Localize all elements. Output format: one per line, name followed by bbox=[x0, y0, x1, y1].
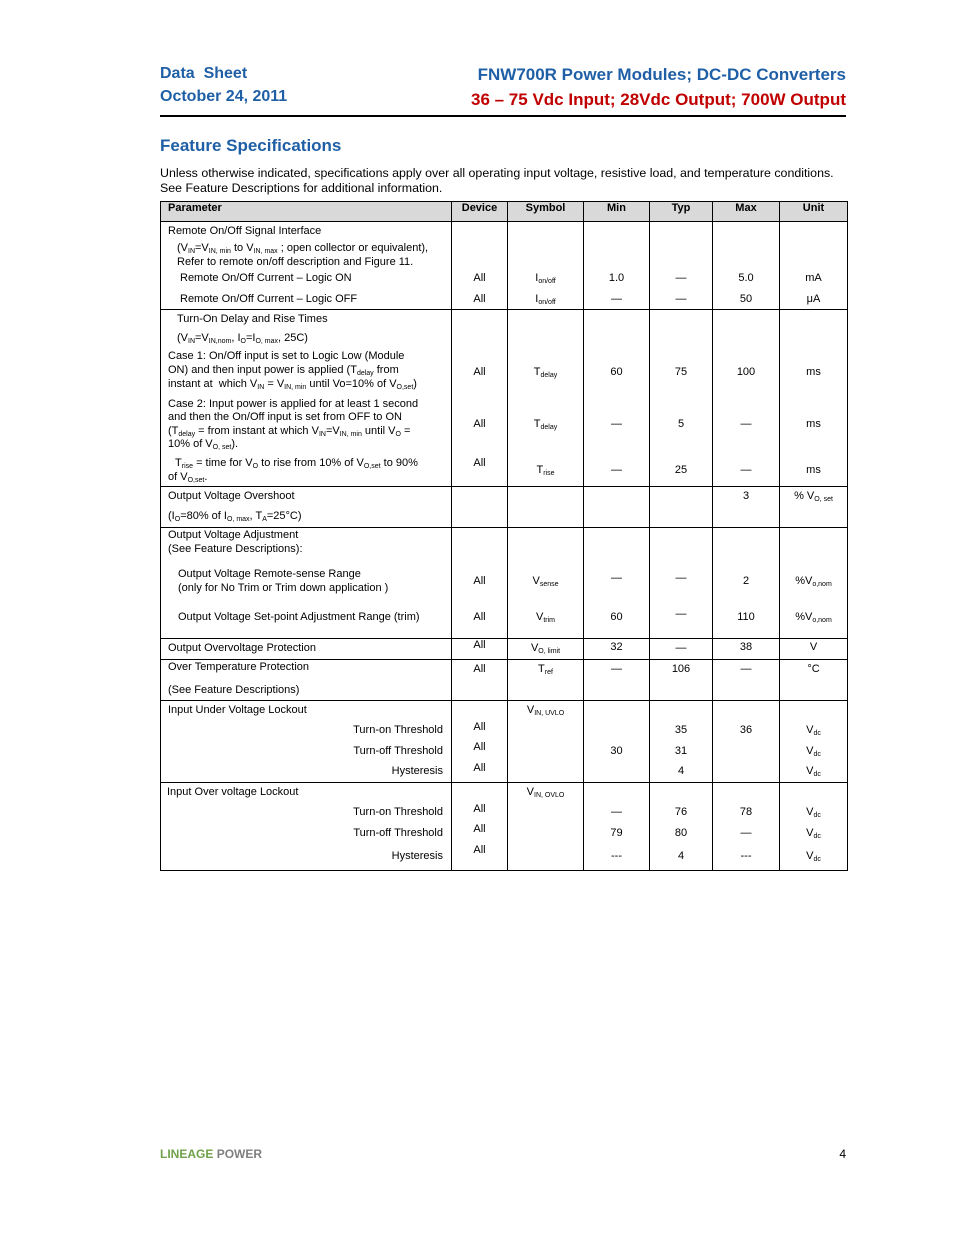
rise-text: $T_{rise}$ = time for $V_O$ to rise from 10% of $V_{O,set}$ to 90% bbox=[175, 457, 418, 470]
case-1-text: Case 1: On/Off input is set to Logic Low (Module bbox=[168, 350, 405, 362]
footer-brand-logo bbox=[160, 1147, 262, 1161]
typ-cell bbox=[650, 528, 713, 639]
device-value: All bbox=[473, 823, 486, 835]
unit-value: $\%V_{o,nom}$ bbox=[795, 575, 832, 588]
unit-value: $V_{dc}$ bbox=[806, 806, 821, 819]
case-1-text: ON) and then input power is applied ($T_{delay}$ from bbox=[168, 364, 399, 377]
unit-value: ms bbox=[806, 418, 821, 430]
min-value: 1.0 bbox=[608, 272, 625, 284]
unit-value: $V_{dc}$ bbox=[806, 765, 821, 778]
unit-value: ms bbox=[806, 464, 821, 476]
header-right bbox=[471, 62, 846, 112]
col-header-min: Min bbox=[584, 202, 650, 222]
min-value: — bbox=[611, 464, 622, 476]
col-header-max: Max bbox=[713, 202, 780, 222]
symbol-value: $T_{delay}$ bbox=[533, 366, 558, 379]
case-2-text: ($T_{delay}$ = from instant at which $V_{IN}=V_{IN, min}$ until $V_O$ = bbox=[168, 425, 411, 438]
unit-cell bbox=[780, 487, 848, 528]
min-value: 30 bbox=[610, 745, 623, 757]
param-condition-line2: Refer to remote on/off description and Figure 11. bbox=[177, 256, 414, 268]
typ-value: 5 bbox=[677, 418, 685, 430]
param-note: (See Feature Descriptions): bbox=[168, 543, 303, 555]
max-value: — bbox=[740, 464, 752, 476]
unit-value: $V_{dc}$ bbox=[806, 827, 821, 840]
device-cell bbox=[452, 701, 508, 783]
symbol-value: $T_{delay}$ bbox=[533, 418, 558, 431]
typ-value: — bbox=[675, 608, 687, 620]
unit-cell bbox=[780, 222, 848, 310]
min-value: 60 bbox=[610, 611, 623, 623]
table-row bbox=[161, 310, 848, 487]
unit-cell bbox=[780, 701, 848, 783]
unit-value: mA bbox=[805, 272, 822, 284]
device-cell bbox=[452, 783, 508, 871]
param-cell bbox=[161, 528, 452, 639]
table-row bbox=[161, 783, 848, 871]
param-condition: ($I_O=80\%$ of $I_{O, max}$, $T_A=25^\circ C$) bbox=[168, 510, 302, 523]
section-title: Feature Specifications bbox=[160, 136, 342, 155]
param-label: Hysteresis bbox=[391, 850, 443, 862]
col-header-device: Device bbox=[452, 202, 508, 222]
param-title: Input Over voltage Lockout bbox=[167, 786, 299, 798]
symbol-cell bbox=[508, 639, 584, 660]
typ-value: 4 bbox=[677, 765, 685, 777]
param-condition: ($V_{IN}=V_{IN, min}$ to $V_{IN, max}$ ; open collector or equivalent), bbox=[177, 242, 429, 255]
typ-value: 80 bbox=[674, 827, 688, 839]
max-value: 5.0 bbox=[738, 272, 754, 284]
max-cell bbox=[713, 701, 780, 783]
param-label: Remote On/Off Current – Logic OFF bbox=[180, 293, 358, 305]
max-cell bbox=[713, 310, 780, 487]
symbol-value: $I_{on/off}$ bbox=[535, 272, 556, 285]
param-cell bbox=[161, 639, 452, 660]
rise-text: of $V_{O,set}$. bbox=[168, 471, 208, 484]
table-row bbox=[161, 528, 848, 639]
min-cell bbox=[584, 487, 650, 528]
case-1-text: instant at which $V_{IN} = V_{IN, min}$ until Vo=10% of $V_{O,set}$) bbox=[168, 378, 417, 391]
typ-value: 25 bbox=[674, 464, 688, 476]
param-cell bbox=[161, 222, 452, 310]
param-label: Output Voltage Set-point Adjustment Range (trim) bbox=[178, 611, 420, 623]
device-value: All bbox=[473, 741, 486, 753]
param-title: Input Under Voltage Lockout bbox=[168, 704, 307, 716]
min-cell bbox=[584, 660, 650, 701]
min-value: 79 bbox=[610, 827, 623, 839]
param-title: Output Voltage Overshoot bbox=[168, 490, 295, 502]
typ-value: 75 bbox=[674, 366, 688, 378]
intro-paragraph: Unless otherwise indicated, specifications apply over all operating input voltage, resistive load, and temperature conditions. See Feature Descriptions for additional information. bbox=[160, 166, 834, 195]
device-value: All bbox=[473, 611, 486, 623]
table-row bbox=[161, 222, 848, 310]
symbol-cell bbox=[508, 222, 584, 310]
min-value: — bbox=[611, 663, 622, 675]
param-label: Turn-on Threshold bbox=[353, 724, 443, 736]
typ-cell bbox=[650, 487, 713, 528]
symbol-value: $V_{IN, UVLO}$ bbox=[526, 704, 565, 717]
param-label: Turn-off Threshold bbox=[353, 827, 443, 839]
device-cell bbox=[452, 487, 508, 528]
device-value: All bbox=[473, 457, 486, 469]
table-row bbox=[161, 701, 848, 783]
typ-value: 35 bbox=[674, 724, 688, 736]
min-cell bbox=[584, 528, 650, 639]
symbol-cell bbox=[508, 487, 584, 528]
param-cell bbox=[161, 701, 452, 783]
doc-subtitle: 36 – 75 Vdc Input; 28Vdc Output; 700W Output bbox=[471, 90, 846, 109]
min-value: 32 bbox=[610, 641, 623, 653]
symbol-value: $T_{rise}$ bbox=[536, 464, 555, 477]
param-title: Turn-On Delay and Rise Times bbox=[177, 313, 328, 325]
param-title: Remote On/Off Signal Interface bbox=[168, 225, 322, 237]
typ-value: 106 bbox=[671, 663, 691, 675]
symbol-cell bbox=[508, 528, 584, 639]
device-cell bbox=[452, 310, 508, 487]
symbol-value: $V_{trim}$ bbox=[535, 611, 555, 624]
unit-value: $V_{dc}$ bbox=[806, 745, 821, 758]
symbol-cell bbox=[508, 701, 584, 783]
min-cell bbox=[584, 222, 650, 310]
max-value: 110 bbox=[737, 611, 755, 623]
max-value: 2 bbox=[742, 575, 750, 587]
device-cell bbox=[452, 639, 508, 660]
symbol-cell bbox=[508, 310, 584, 487]
unit-value: $V_{dc}$ bbox=[806, 850, 821, 863]
device-value: All bbox=[473, 721, 486, 733]
typ-value: 76 bbox=[674, 806, 688, 818]
param-cell bbox=[161, 783, 452, 871]
typ-cell bbox=[650, 222, 713, 310]
device-cell bbox=[452, 660, 508, 701]
typ-cell bbox=[650, 701, 713, 783]
param-condition: ($V_{IN}=V_{IN,nom}$, $I_O=I_{O, max}$, 25C) bbox=[177, 332, 308, 345]
param-label: Hysteresis bbox=[391, 765, 443, 777]
spec-table bbox=[160, 201, 848, 871]
table-row bbox=[161, 660, 848, 701]
param-cell bbox=[161, 487, 452, 528]
case-2-text: 10% of $V_{O, set}$). bbox=[168, 438, 239, 451]
typ-cell bbox=[650, 783, 713, 871]
brand-power: POWER bbox=[216, 1147, 263, 1161]
max-value: — bbox=[740, 827, 752, 839]
device-cell bbox=[452, 528, 508, 639]
device-value: All bbox=[473, 844, 486, 856]
symbol-value: $T_{ref}$ bbox=[538, 663, 553, 676]
brand-lineage: LINEAGE bbox=[160, 1147, 214, 1161]
param-label: Remote On/Off Current – Logic ON bbox=[180, 272, 352, 284]
min-cell bbox=[584, 310, 650, 487]
typ-cell bbox=[650, 660, 713, 701]
param-label-note: (only for No Trim or Trim down application ) bbox=[178, 582, 389, 594]
max-cell bbox=[713, 783, 780, 871]
max-value: 100 bbox=[736, 366, 756, 378]
table-header-row bbox=[161, 202, 848, 222]
max-cell bbox=[713, 660, 780, 701]
param-title: Output Voltage Adjustment bbox=[168, 529, 299, 541]
min-cell bbox=[584, 783, 650, 871]
max-value: 78 bbox=[739, 806, 753, 818]
max-cell bbox=[713, 639, 780, 660]
typ-value: 31 bbox=[674, 745, 688, 757]
max-value: --- bbox=[740, 850, 752, 862]
max-cell bbox=[713, 222, 780, 310]
max-value: — bbox=[740, 418, 752, 430]
unit-cell bbox=[780, 783, 848, 871]
device-value: All bbox=[473, 639, 486, 651]
param-label: Output Voltage Remote-sense Range bbox=[178, 568, 361, 580]
min-value: — bbox=[611, 293, 622, 305]
device-value: All bbox=[473, 272, 486, 284]
unit-value: μA bbox=[806, 293, 821, 305]
device-value: All bbox=[473, 293, 486, 305]
col-header-symbol: Symbol bbox=[508, 202, 584, 222]
device-value: All bbox=[473, 366, 486, 378]
unit-value: $\%V_{o,nom}$ bbox=[795, 611, 832, 624]
param-label: Turn-on Threshold bbox=[353, 806, 443, 818]
table-row bbox=[161, 639, 848, 660]
min-value: --- bbox=[611, 850, 622, 862]
unit-value: % $V_{O, set}$ bbox=[794, 490, 833, 503]
doc-title: FNW700R Power Modules; DC-DC Converters bbox=[477, 65, 846, 84]
device-cell bbox=[452, 222, 508, 310]
symbol-value: $V_{sense}$ bbox=[532, 575, 559, 588]
header-left bbox=[160, 62, 287, 108]
min-cell bbox=[584, 701, 650, 783]
symbol-value: $V_{O, limit}$ bbox=[530, 642, 561, 655]
unit-cell bbox=[780, 528, 848, 639]
unit-value: V bbox=[809, 641, 818, 653]
min-value: — bbox=[611, 418, 622, 430]
typ-value: 4 bbox=[677, 850, 685, 862]
typ-value: — bbox=[675, 293, 687, 305]
max-value: 50 bbox=[739, 293, 753, 305]
typ-value: — bbox=[675, 572, 687, 584]
device-value: All bbox=[473, 663, 486, 675]
symbol-cell bbox=[508, 783, 584, 871]
unit-cell bbox=[780, 639, 848, 660]
max-cell bbox=[713, 487, 780, 528]
unit-value: $V_{dc}$ bbox=[806, 724, 821, 737]
min-value: — bbox=[611, 806, 622, 818]
doc-date: October 24, 2011 bbox=[160, 88, 288, 105]
max-value: — bbox=[740, 663, 752, 675]
min-value: — bbox=[611, 572, 622, 584]
param-cell bbox=[161, 660, 452, 701]
case-2-text: and then the On/Off input is set from OFF to ON bbox=[168, 411, 402, 423]
typ-value: — bbox=[675, 272, 687, 284]
device-value: All bbox=[473, 762, 486, 774]
case-2-text: Case 2: Input power is applied for at least 1 second bbox=[168, 398, 419, 410]
param-cell bbox=[161, 310, 452, 487]
param-title: Over Temperature Protection bbox=[168, 661, 310, 673]
col-header-parameter: Parameter bbox=[161, 202, 452, 222]
typ-cell bbox=[650, 310, 713, 487]
typ-value: — bbox=[675, 642, 687, 654]
typ-cell bbox=[650, 639, 713, 660]
symbol-cell bbox=[508, 660, 584, 701]
device-value: All bbox=[473, 575, 486, 587]
symbol-value: $I_{on/off}$ bbox=[535, 293, 556, 306]
param-title: Output Overvoltage Protection bbox=[168, 642, 316, 654]
header-rule bbox=[160, 115, 846, 117]
min-cell bbox=[584, 639, 650, 660]
max-value: 36 bbox=[739, 724, 753, 736]
max-value: 38 bbox=[739, 641, 753, 653]
col-header-unit: Unit bbox=[780, 202, 848, 222]
page-number: 4 bbox=[839, 1147, 846, 1161]
param-label: Turn-off Threshold bbox=[353, 745, 443, 757]
unit-cell bbox=[780, 660, 848, 701]
max-cell bbox=[713, 528, 780, 639]
unit-value: °C bbox=[807, 663, 820, 675]
doc-type: Data Sheet bbox=[160, 65, 248, 82]
col-header-typ: Typ bbox=[650, 202, 713, 222]
param-note: (See Feature Descriptions) bbox=[168, 684, 300, 696]
unit-cell bbox=[780, 310, 848, 487]
symbol-value: $V_{IN, OVLO}$ bbox=[526, 786, 565, 799]
device-value: All bbox=[473, 803, 486, 815]
table-row bbox=[161, 487, 848, 528]
device-value: All bbox=[473, 418, 486, 430]
min-value: 60 bbox=[610, 366, 623, 378]
max-value: 3 bbox=[742, 490, 750, 502]
unit-value: ms bbox=[806, 366, 821, 378]
